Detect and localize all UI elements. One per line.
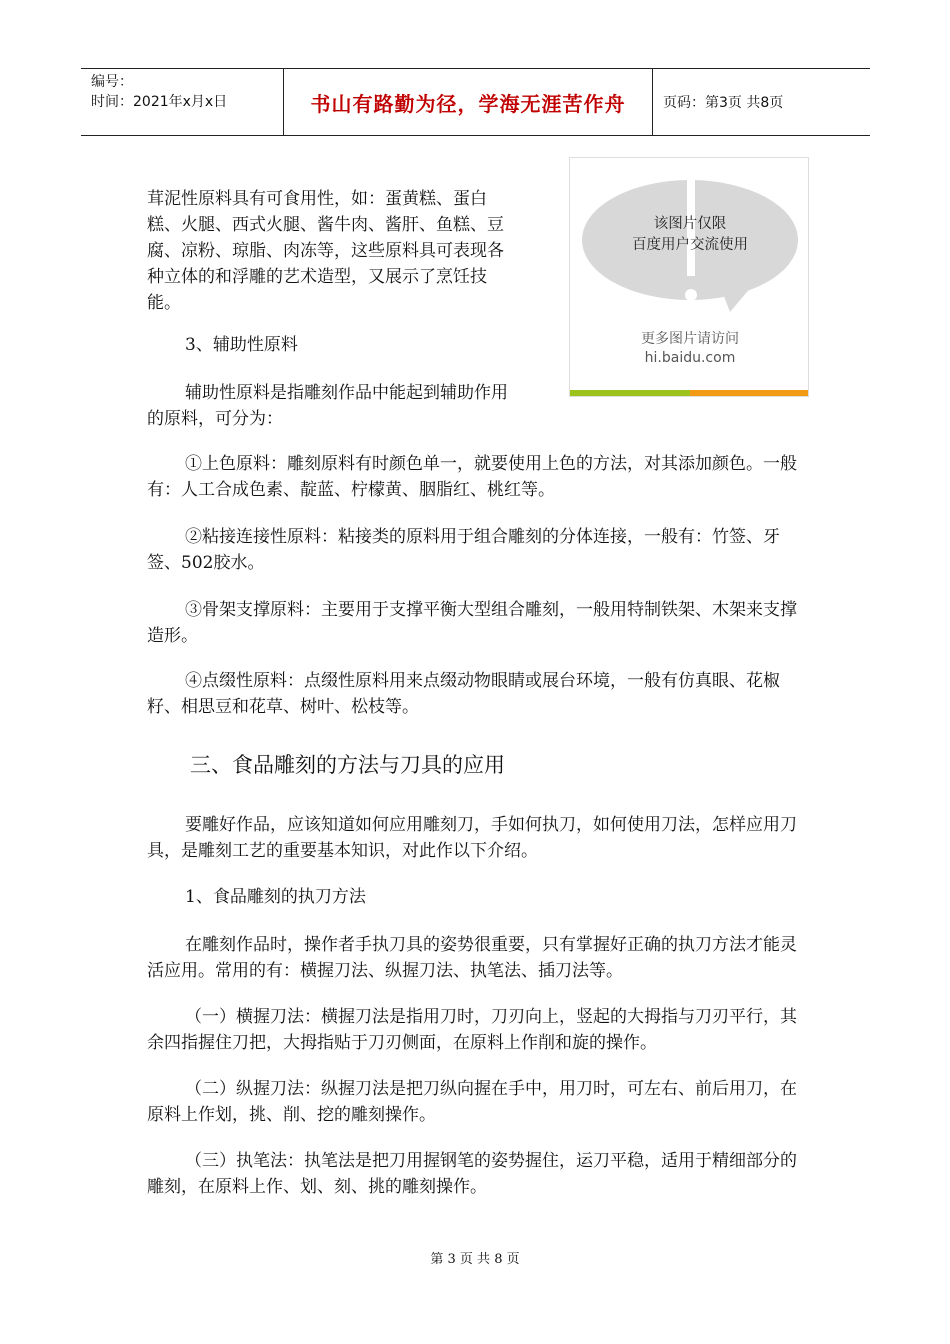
header-number: 编号： <box>91 74 133 90</box>
item-frame: ③骨架支撑原料：主要用于支撑平衡大型组合雕刻，一般用特制铁架、木架来支撑造形。 <box>147 600 797 646</box>
orange-bar <box>690 390 808 396</box>
green-bar <box>570 390 690 396</box>
paragraph-paste-materials: 茸泥性原料具有可食用性，如：蛋黄糕、蛋白 糕、火腿、西式火腿、酱牛肉、酱肝、鱼糕、豆 腐、凉粉、琼脂、肉冻等，这些原料具可表现各 种立体的和浮雕的艺术造型，又展示了烹饪技 能。 <box>147 189 504 313</box>
baidu-image-placeholder <box>569 157 809 397</box>
placeholder-message: 该图片仅限 百度用户交流使用 <box>632 216 748 253</box>
paragraph-pen-grip: （三）执笔法：执笔法是把刀用握钢笔的姿势握住，运刀平稳，适用于精细部分的雕刻，在原料上作、划、刻、挑的雕刻操作。 <box>147 1151 797 1197</box>
header-time: 时间：2021年x月x日 <box>91 94 228 110</box>
header-meta <box>81 69 283 135</box>
header-page-info: 页码：第3页 共8页 <box>663 95 784 111</box>
paragraph-grip-intro: 在雕刻作品时，操作者手执刀具的姿势很重要，只有掌握好正确的执刀方法才能灵活应用。常用的有：横握刀法、纵握刀法、执笔法、插刀法等。 <box>147 935 797 981</box>
subheading-grip-methods: 1、食品雕刻的执刀方法 <box>185 887 366 907</box>
paragraph-vertical-grip: （二）纵握刀法：纵握刀法是把刀纵向握在手中，用刀时，可左右、前后用刀，在原料上作划，挑、削、挖的雕刻操作。 <box>147 1079 797 1125</box>
header-motto: 书山有路勤为径，学海无涯苦作舟 <box>283 69 653 135</box>
heading-methods-tools: 三、食品雕刻的方法与刀具的应用 <box>190 753 505 777</box>
paragraph-auxiliary: 辅助性原料是指雕刻作品中能起到辅助作用 的原料，可分为： <box>147 383 508 429</box>
placeholder-link-text: 更多图片请访问 hi.baidu.com <box>641 331 739 366</box>
section-title-auxiliary: 3、辅助性原料 <box>185 335 298 355</box>
paragraph-horizontal-grip: （一）横握刀法：横握刀法是指用刀时，刀刃向上，竖起的大拇指与刀刃平行，其余四指握住刀把，大拇指贴于刀刃侧面，在原料上作削和旋的操作。 <box>147 1007 797 1053</box>
item-bonding: ②粘接连接性原料：粘接类的原料用于组合雕刻的分体连接，一般有：竹签、牙签、502胶水。 <box>147 527 780 573</box>
page-header <box>81 68 870 136</box>
paragraph-intro: 要雕好作品，应该知道如何应用雕刻刀，手如何执刀，如何使用刀法，怎样应用刀具，是雕刻工艺的重要基本知识，对此作以下介绍。 <box>147 815 797 861</box>
page-footer: 第 3 页 共 8 页 <box>430 1252 520 1267</box>
item-decoration: ④点缀性原料：点缀性原料用来点缀动物眼睛或展台环境，一般有仿真眼、花椒籽、相思豆和花草、树叶、松枝等。 <box>147 671 780 717</box>
speech-bubble-tail <box>720 286 752 312</box>
item-coloring: ①上色原料：雕刻原料有时颜色单一，就要使用上色的方法，对其添加颜色。一般有：人工合成色素、靛蓝、柠檬黄、胭脂红、桃红等。 <box>147 454 797 500</box>
